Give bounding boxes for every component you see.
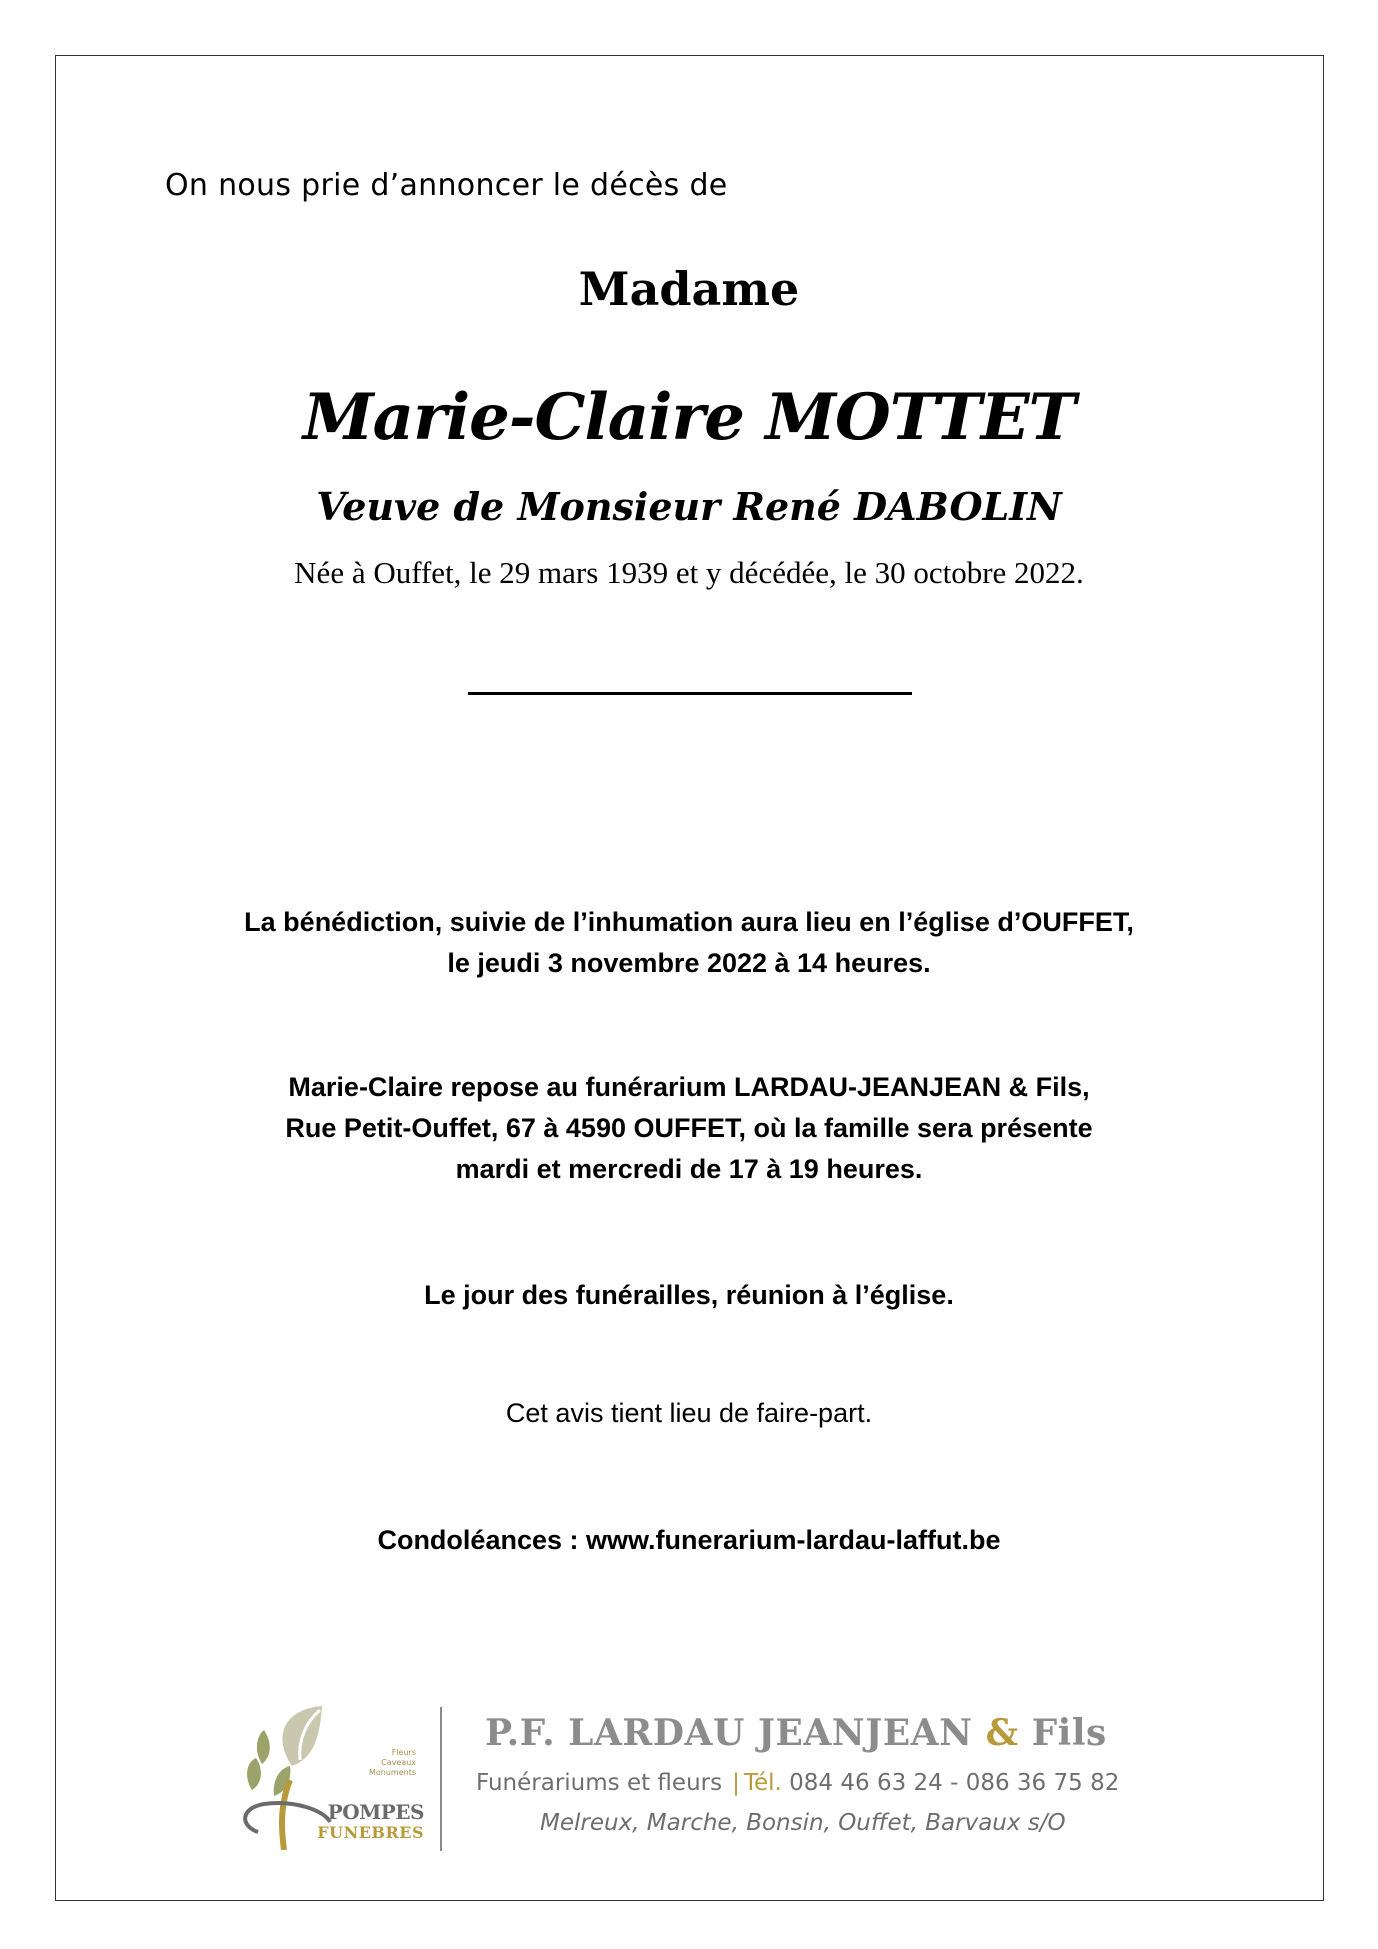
condolences-line: Condoléances : www.funerarium-lardau-laffut.be <box>377 1525 1001 1555</box>
logo-word-pompes: POMPES <box>327 1800 424 1824</box>
company-name: P.F. LARDAU JEANJEAN & Fils <box>485 1712 1107 1754</box>
funerarium-line: mardi et mercredi de 17 à 19 heures. <box>455 1154 923 1184</box>
deceased-name: Marie-Claire MOTTET <box>302 380 1076 455</box>
funerarium-line: Marie-Claire repose au funérarium LARDAU-JEANJEAN & Fils, <box>288 1072 1090 1102</box>
funerarium-block <box>0 1067 1378 1190</box>
logo-tagline: Fleurs Caveaux Monuments <box>368 1748 416 1777</box>
logo-word-funebres: FUNEBRES <box>317 1823 424 1842</box>
widow-line: Veuve de Monsieur René DABOLIN <box>316 484 1062 529</box>
meeting-line: Le jour des funérailles, réunion à l’église. <box>424 1280 954 1310</box>
ceremony-line: le jeudi 3 novembre 2022 à 14 heures. <box>447 948 931 978</box>
birth-death-dates: Née à Ouffet, le 29 mars 1939 et y décédée, le 30 octobre 2022. <box>294 555 1084 590</box>
ceremony-line: La bénédiction, suivie de l’inhumation aura lieu en l’église d’OUFFET, <box>244 907 1134 937</box>
funerarium-line: Rue Petit-Ouffet, 67 à 4590 OUFFET, où la famille sera présente <box>285 1113 1093 1143</box>
honorific-title: Madame <box>578 262 800 316</box>
company-locations: Melreux, Marche, Bonsin, Ouffet, Barvaux s/O <box>540 1810 1066 1836</box>
divider-rule <box>468 692 912 695</box>
intro-text: On nous prie d’annoncer le décès de <box>165 168 728 203</box>
ceremony-block <box>0 902 1378 984</box>
notice-line: Cet avis tient lieu de faire-part. <box>505 1398 873 1428</box>
company-contact: Funérariums et fleurs | Tél. 084 46 63 24 - 086 36 75 82 <box>476 1770 1120 1796</box>
footer-separator <box>440 1707 442 1851</box>
